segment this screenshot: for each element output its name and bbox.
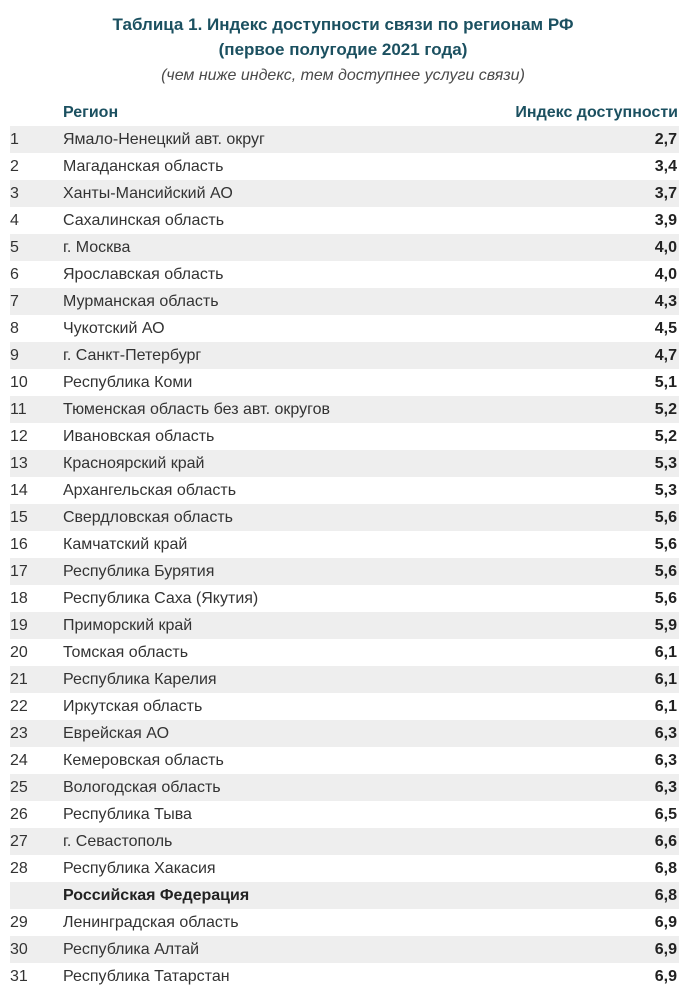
row-index-value: 6,9 xyxy=(654,914,677,931)
row-region: Сахалинская область xyxy=(63,212,225,229)
row-region: Республика Саха (Якутия) xyxy=(63,590,259,607)
row-region: Республика Бурятия xyxy=(63,563,215,580)
row-region: Республика Карелия xyxy=(63,671,217,688)
page-subtitle: (чем ниже индекс, тем доступнее услуги связи) xyxy=(161,67,525,84)
row-rank: 17 xyxy=(10,563,28,580)
row-rank: 8 xyxy=(10,320,19,337)
row-index-value: 6,8 xyxy=(654,887,677,904)
table-row xyxy=(10,531,679,558)
row-index-value: 6,3 xyxy=(654,725,677,742)
row-index-value: 6,9 xyxy=(654,941,677,958)
row-region: Республика Коми xyxy=(63,374,193,391)
table-row xyxy=(10,585,679,612)
row-rank: 24 xyxy=(10,752,28,769)
row-rank: 30 xyxy=(10,941,28,958)
row-rank: 15 xyxy=(10,509,28,526)
row-rank: 21 xyxy=(10,671,28,688)
row-region: Иркутская область xyxy=(63,698,203,715)
row-region: г. Санкт-Петербург xyxy=(63,347,202,364)
row-index-value: 6,3 xyxy=(654,752,677,769)
row-index-value: 3,9 xyxy=(654,212,677,229)
table-row xyxy=(10,261,679,288)
row-rank: 5 xyxy=(10,239,19,256)
row-rank: 6 xyxy=(10,266,19,283)
row-index-value: 4,3 xyxy=(654,293,677,310)
row-rank: 18 xyxy=(10,590,28,607)
row-region: Чукотский АО xyxy=(63,320,165,337)
row-region: Приморский край xyxy=(63,617,193,634)
table-row xyxy=(10,423,679,450)
table-row xyxy=(10,666,679,693)
row-index-value: 3,7 xyxy=(654,185,677,202)
row-index-value: 5,6 xyxy=(654,509,677,526)
table-row xyxy=(10,558,679,585)
row-index-value: 2,7 xyxy=(654,131,677,148)
row-index-value: 3,4 xyxy=(654,158,677,175)
row-index-value: 6,6 xyxy=(654,833,677,850)
row-region: Архангельская область xyxy=(63,482,237,499)
row-region: Томская область xyxy=(63,644,189,661)
row-region: Ямало-Ненецкий авт. округ xyxy=(63,131,265,148)
row-index-value: 5,3 xyxy=(654,455,677,472)
table-row xyxy=(10,963,679,990)
row-index-value: 5,6 xyxy=(654,563,677,580)
table-row xyxy=(10,747,679,774)
table-row xyxy=(10,936,679,963)
row-index-value: 5,6 xyxy=(654,536,677,553)
table-row xyxy=(10,396,679,423)
row-rank: 9 xyxy=(10,347,19,364)
row-index-value: 6,8 xyxy=(654,860,677,877)
table-row xyxy=(10,153,679,180)
row-index-value: 6,1 xyxy=(654,698,677,715)
table-row xyxy=(10,774,679,801)
table-row xyxy=(10,693,679,720)
table-row xyxy=(10,801,679,828)
row-rank: 28 xyxy=(10,860,28,877)
table-row xyxy=(10,828,679,855)
table-row xyxy=(10,855,679,882)
row-rank: 14 xyxy=(10,482,28,499)
table-row xyxy=(10,369,679,396)
table-row xyxy=(10,504,679,531)
row-rank: 22 xyxy=(10,698,28,715)
table-row xyxy=(10,909,679,936)
ranking-table xyxy=(10,99,679,990)
row-region: Тюменская область без авт. округов xyxy=(63,401,330,418)
row-index-value: 6,5 xyxy=(654,806,677,823)
row-region: Еврейская АО xyxy=(63,725,170,742)
row-region: Ивановская область xyxy=(63,428,215,445)
row-region: Магаданская область xyxy=(63,158,224,175)
table-row xyxy=(10,126,679,153)
table-row xyxy=(10,720,679,747)
row-rank: 2 xyxy=(10,158,19,175)
row-index-value: 5,2 xyxy=(654,401,677,418)
row-index-value: 6,1 xyxy=(654,644,677,661)
row-rank: 23 xyxy=(10,725,28,742)
row-index-value: 6,9 xyxy=(654,968,677,985)
row-rank: 12 xyxy=(10,428,28,445)
row-region: Российская Федерация xyxy=(63,887,250,904)
row-index-value: 6,1 xyxy=(654,671,677,688)
row-rank: 26 xyxy=(10,806,28,823)
row-region: Ярославская область xyxy=(63,266,224,283)
row-rank: 19 xyxy=(10,617,28,634)
row-region: Республика Хакасия xyxy=(63,860,216,877)
row-rank: 11 xyxy=(10,401,27,418)
row-rank: 3 xyxy=(10,185,19,202)
row-region: Свердловская область xyxy=(63,509,233,526)
row-region: Мурманская область xyxy=(63,293,219,310)
row-index-value: 5,9 xyxy=(654,617,677,634)
table-row xyxy=(10,234,679,261)
table-body xyxy=(10,126,679,990)
column-header-region: Регион xyxy=(63,104,119,121)
row-index-value: 6,3 xyxy=(654,779,677,796)
row-rank: 13 xyxy=(10,455,28,472)
row-rank: 4 xyxy=(10,212,19,229)
table-row xyxy=(10,612,679,639)
row-region: Республика Тыва xyxy=(63,806,192,823)
row-index-value: 4,0 xyxy=(654,266,677,283)
row-region: Ханты-Мансийский АО xyxy=(63,185,233,202)
table-row xyxy=(10,342,679,369)
page-title-period: (первое полугодие 2021 года) xyxy=(218,40,468,59)
row-rank: 25 xyxy=(10,779,28,796)
row-index-value: 5,6 xyxy=(654,590,677,607)
row-rank: 16 xyxy=(10,536,28,553)
table-row xyxy=(10,288,679,315)
page-title: Таблица 1. Индекс доступности связи по регионам РФ xyxy=(112,15,574,34)
table-row xyxy=(10,207,679,234)
row-rank: 7 xyxy=(10,293,19,310)
row-rank: 31 xyxy=(10,968,28,985)
row-region: Камчатский край xyxy=(63,536,188,553)
table-row xyxy=(10,477,679,504)
row-region: Республика Алтай xyxy=(63,941,200,958)
row-region: Республика Татарстан xyxy=(63,968,230,985)
row-region: г. Москва xyxy=(63,239,131,256)
row-rank: 27 xyxy=(10,833,28,850)
row-region: г. Севастополь xyxy=(63,833,173,850)
row-index-value: 5,1 xyxy=(654,374,677,391)
row-index-value: 4,5 xyxy=(654,320,677,337)
row-rank: 29 xyxy=(10,914,28,931)
row-index-value: 4,7 xyxy=(654,347,677,364)
table-row xyxy=(10,450,679,477)
table-row xyxy=(10,639,679,666)
row-region: Ленинградская область xyxy=(63,914,239,931)
column-header-index: Индекс доступности xyxy=(515,104,678,121)
row-rank: 10 xyxy=(10,374,28,391)
row-index-value: 5,3 xyxy=(654,482,677,499)
row-rank: 20 xyxy=(10,644,28,661)
table-row-total xyxy=(10,882,679,909)
row-region: Вологодская область xyxy=(63,779,221,796)
row-index-value: 5,2 xyxy=(654,428,677,445)
table-header xyxy=(10,99,679,126)
row-region: Кемеровская область xyxy=(63,752,224,769)
table-row xyxy=(10,315,679,342)
table-row xyxy=(10,180,679,207)
row-index-value: 4,0 xyxy=(654,239,677,256)
row-region: Красноярский край xyxy=(63,455,205,472)
row-rank: 1 xyxy=(10,131,19,148)
